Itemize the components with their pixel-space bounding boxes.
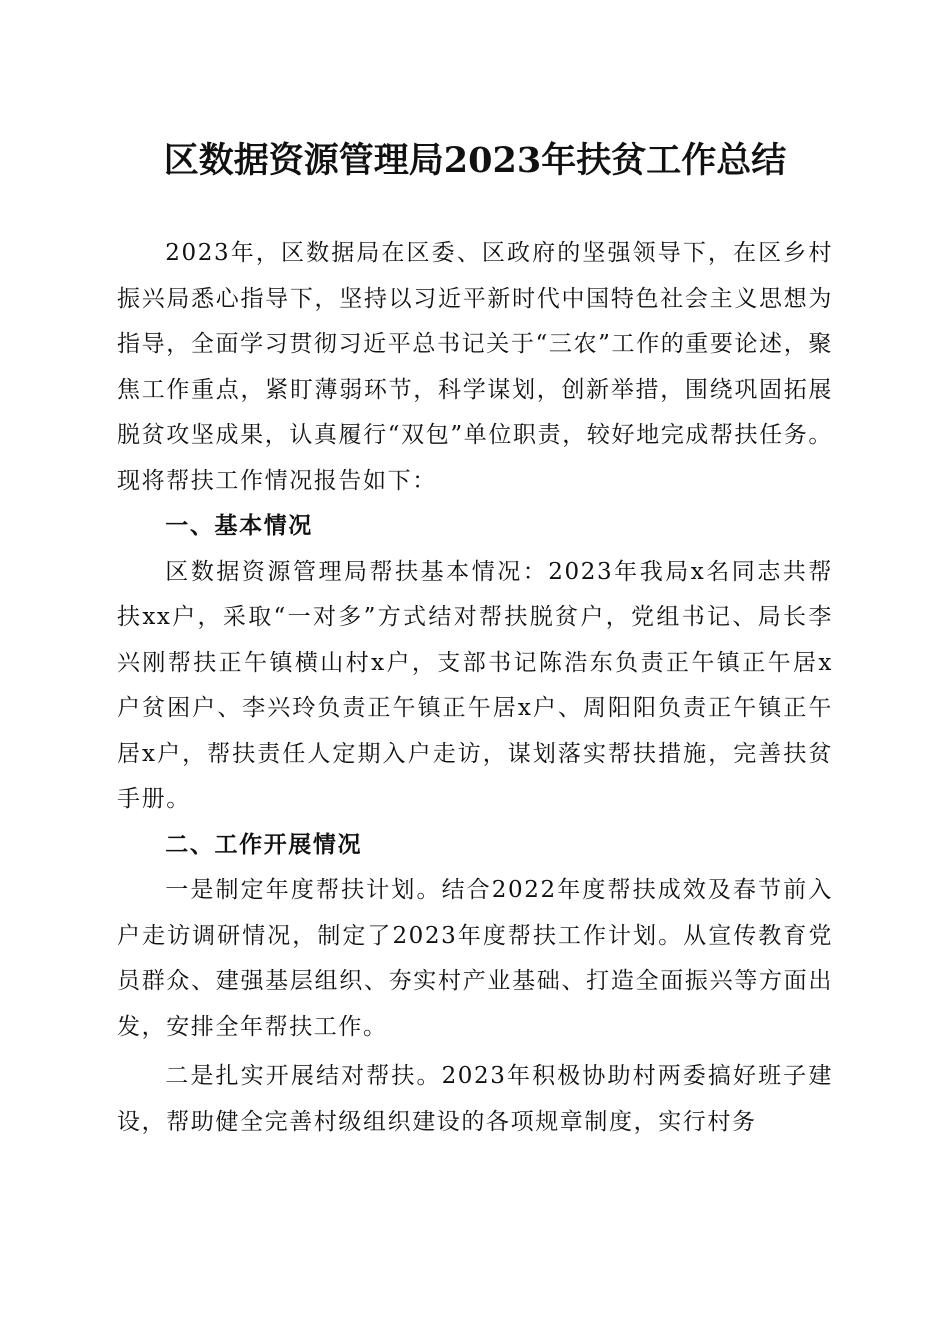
intro-paragraph: 2023年，区数据局在区委、区政府的坚强领导下，在区乡村振兴局悉心指导下，坚持以习近平新时代中国特色社会主义思想为指导，全面学习贯彻习近平总书记关于“三农”工作的重要论述，聚焦工作重点，紧盯薄弱环节，科学谋划，创新举措，围绕巩固拓展脱贫攻坚成果，认真履行“双包”单位职责，较好地完成帮扶任务。现将帮扶工作情况报告如下：: [117, 240, 833, 494]
section-heading-basic-info: 一、基本情况: [165, 513, 313, 539]
work-item-2-paragraph: [117, 1054, 833, 1145]
section-heading-work-progress: 二、工作开展情况: [165, 831, 363, 858]
document-body: [117, 231, 833, 1145]
basic-info-paragraph: 区数据资源管理局帮扶基本情况：2023年我局x名同志共帮扶xx户，采取“一对多”方式结对帮扶脱贫户，党组书记、局长李兴刚帮扶正午镇横山村x户，支部书记陈浩东负责正午镇正午居x户贫困户、李兴玲负责正午镇正午居x户、周阳阳负责正午镇正午居x户，帮扶责任人定期入户走访，谋划落实帮扶措施，完善扶贫手册。: [117, 558, 833, 812]
work-item-1-paragraph: [117, 868, 833, 1050]
work-item-2-text: 2023年积极协助村两委搞好班子建设，帮助健全完善村级组织建设的各项规章制度，实行村务: [117, 1063, 833, 1135]
work-item-1-lead: 一是制定年度帮扶计划。: [165, 877, 442, 903]
work-item-2-lead: 二是扎实开展结对帮扶。: [165, 1063, 442, 1089]
document-title: 区数据资源管理局2023年扶贫工作总结: [163, 140, 787, 181]
work-item-1-text: 结合2022年度帮扶成效及春节前入户走访调研情况，制定了2023年度帮扶工作计划。从宣传教育党员群众、建强基层组织、夯实村产业基础、打造全面振兴等方面出发，安排全年帮扶工作。: [117, 877, 833, 1040]
